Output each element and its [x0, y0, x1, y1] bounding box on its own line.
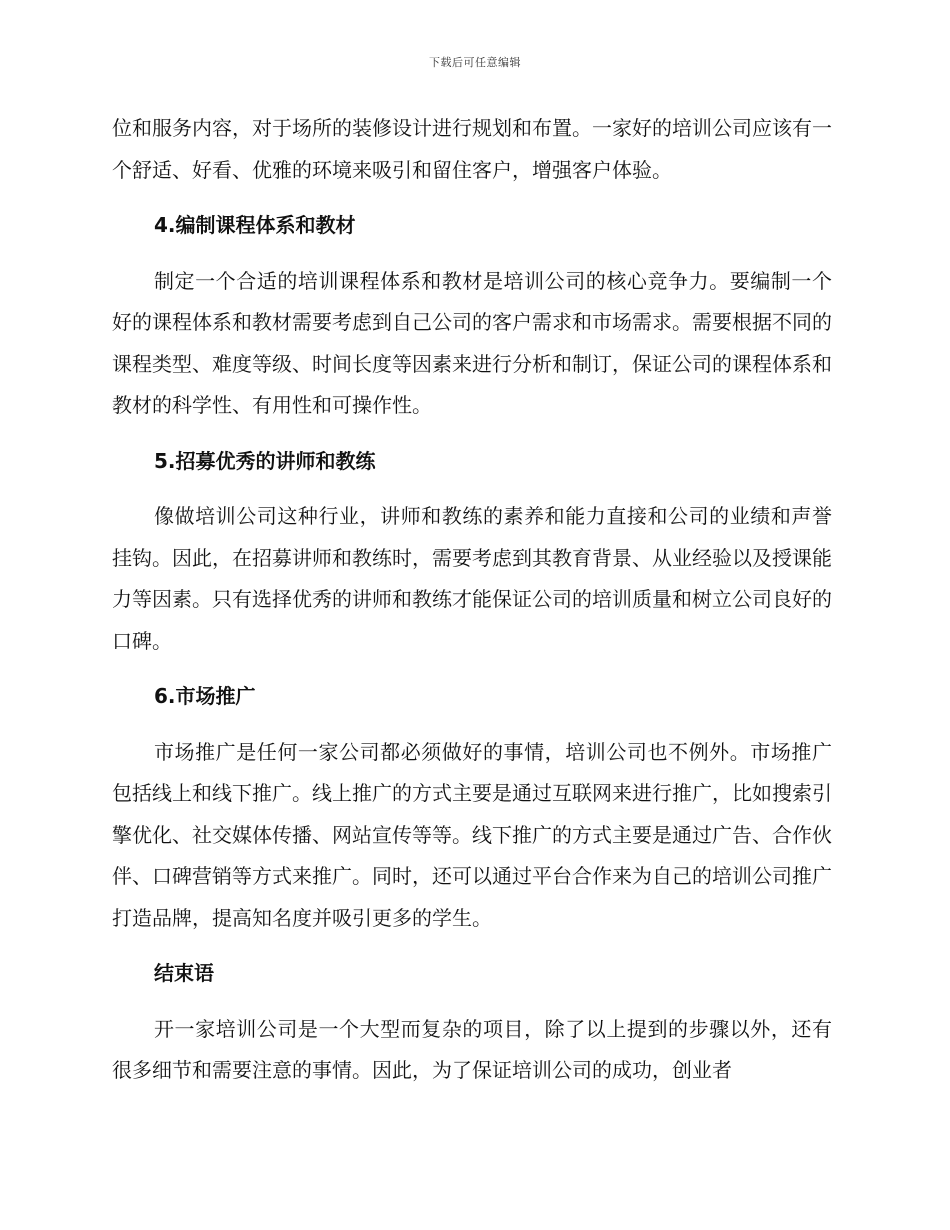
paragraph-venue-design: 位和服务内容，对于场所的装修设计进行规划和布置。一家好的培训公司应该有一个舒适、好看、优雅的环境来吸引和留住客户，增强客户体验。 — [112, 116, 832, 182]
document-body — [112, 108, 832, 1106]
page-header: 下载后可任意编辑 — [429, 56, 521, 69]
section-heading-conclusion: 结束语 — [154, 961, 214, 985]
section-heading-curriculum: 4.编制课程体系和教材 — [154, 213, 356, 237]
section-heading-instructors: 5.招募优秀的讲师和教练 — [154, 448, 376, 473]
paragraph-instructors: 像做培训公司这种行业，讲师和教练的素养和能力直接和公司的业绩和声誉挂钩。因此，在招募讲师和教练时，需要考虑到其教育背景、从业经验以及授课能力等因素。只有选择优秀的讲师和教练才能保证公司的培训质量和树立公司良好的口碑。 — [112, 504, 832, 653]
section-heading-marketing: 6.市场推广 — [154, 684, 256, 708]
paragraph-conclusion: 开一家培训公司是一个大型而复杂的项目，除了以上提到的步骤以外，还有很多细节和需要注意的事情。因此，为了保证培训公司的成功，创业者 — [112, 1016, 832, 1082]
paragraph-curriculum: 制定一个合适的培训课程体系和教材是培训公司的核心竞争力。要编制一个好的课程体系和教材需要考虑到自己公司的客户需求和市场需求。需要根据不同的课程类型、难度等级、时间长度等因素来进行分析和制订，保证公司的课程体系和教材的科学性、有用性和可操作性。 — [112, 268, 832, 417]
paragraph-marketing: 市场推广是任何一家公司都必须做好的事情，培训公司也不例外。市场推广包括线上和线下推广。线上推广的方式主要是通过互联网来进行推广，比如搜索引擎优化、社交媒体传播、网站宣传等等。线下推广的方式主要是通过广告、合作伙伴、口碑营销等方式来推广。同时，还可以通过平台合作来为自己的培训公司推广打造品牌，提高知名度并吸引更多的学生。 — [112, 739, 832, 930]
